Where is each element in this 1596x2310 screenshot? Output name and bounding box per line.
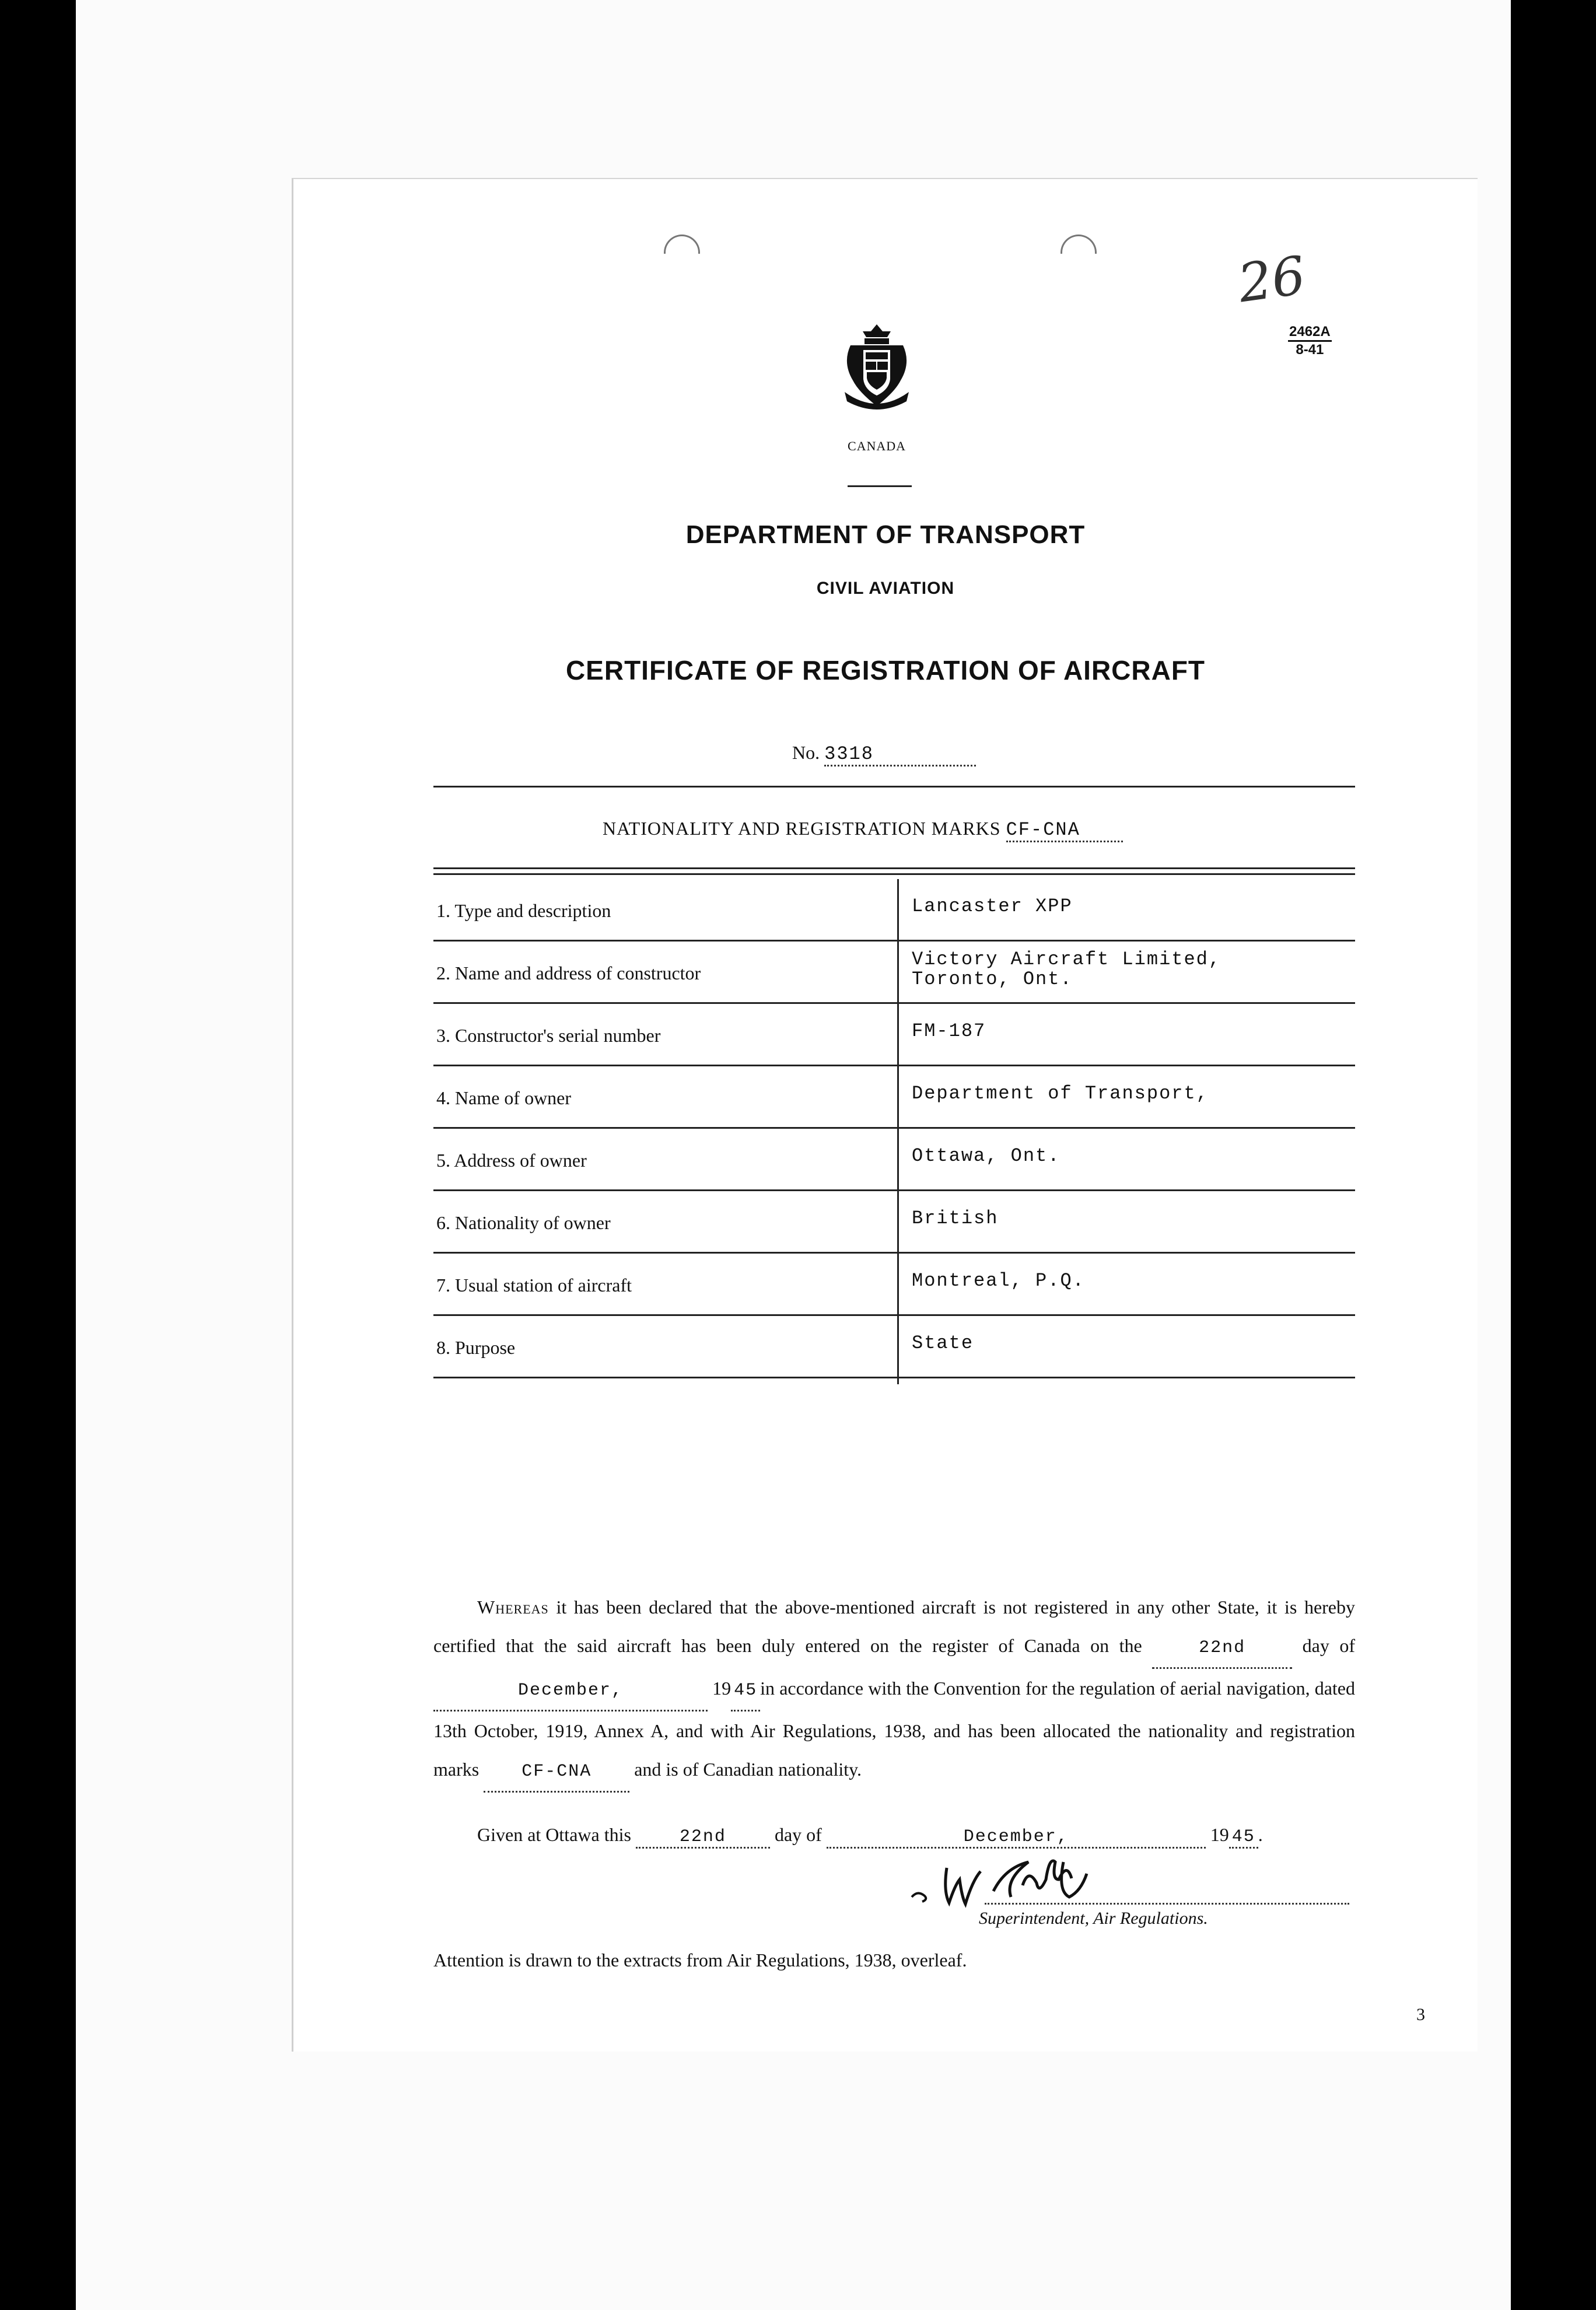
nationality-marks-label: NATIONALITY AND REGISTRATION MARKS — [603, 818, 1001, 839]
handwritten-signature — [906, 1850, 1209, 1915]
row-label: 4. Name of owner — [436, 1087, 572, 1108]
scan-border-left — [0, 0, 76, 2310]
paragraph-text: it has been declared that the above-mentioned aircraft is not registered in any other State, it is hereby certified that the said aircraft has been duly entered on the register of Canada on the — [433, 1597, 1356, 1656]
row-label: 1. Type and description — [436, 900, 611, 921]
given-at-line — [477, 1824, 1263, 1849]
divider — [433, 786, 1355, 788]
table-row — [433, 1316, 1355, 1378]
given-month: December, — [827, 1827, 1206, 1849]
form-code-number: 2462A — [1288, 324, 1332, 342]
certificate-title: CERTIFICATE OF REGISTRATION OF AIRCRAFT — [565, 655, 1206, 685]
nationality-marks-value: CF-CNA — [1006, 819, 1123, 842]
row-label: 5. Address of owner — [436, 1150, 587, 1171]
row-value: Lancaster XPP — [912, 895, 1073, 917]
register-day: 22nd — [1152, 1629, 1292, 1669]
row-label: 7. Usual station of aircraft — [436, 1275, 632, 1296]
attention-note: Attention is drawn to the extracts from Air Regulations, 1938, overleaf. — [433, 1950, 967, 1971]
department-heading: DEPARTMENT OF TRANSPORT — [685, 520, 1086, 549]
given-end: . — [1258, 1824, 1263, 1845]
certificate-number — [792, 742, 976, 766]
table-row — [433, 1004, 1355, 1066]
row-value: Victory Aircraft Limited, Toronto, Ont. — [912, 949, 1222, 990]
divider — [433, 873, 1355, 875]
whereas-word: Whereas — [477, 1597, 549, 1618]
pencil-note: 26 — [1234, 244, 1310, 315]
paragraph-text: day of — [1302, 1635, 1356, 1656]
row-value: Ottawa, Ont. — [912, 1145, 1060, 1167]
row-value: British — [912, 1208, 999, 1229]
form-code — [1288, 324, 1332, 358]
signature-line — [985, 1903, 1349, 1905]
row-value: State — [912, 1332, 974, 1354]
given-day: 22nd — [636, 1827, 770, 1849]
nationality-marks — [603, 818, 1123, 842]
table-row — [433, 942, 1355, 1004]
row-value: Montreal, P.Q. — [912, 1270, 1085, 1292]
registration-marks-value: CF-CNA — [484, 1752, 629, 1793]
table-row — [433, 1191, 1355, 1254]
paragraph-text: and is of Canadian nationality. — [634, 1759, 862, 1780]
row-label: 8. Purpose — [436, 1337, 516, 1358]
table-row — [433, 1254, 1355, 1316]
punch-hole — [664, 235, 700, 254]
certification-paragraph — [433, 1588, 1355, 1793]
certificate-number-value: 3318 — [824, 743, 976, 766]
given-day-of: day of — [774, 1824, 822, 1845]
corner-mark: 3 — [1416, 2005, 1425, 2024]
paragraph-text: in accordance with the Convention for the regulation of aerial navigation, dated 13th October, 1919, Annex A, and with Air Regulations, 1938, and has been allocated the nationality and registration marks — [433, 1678, 1356, 1780]
signatory-title: Superintendent, Air Regulations. — [979, 1909, 1208, 1928]
table-row — [433, 1066, 1355, 1129]
division-heading: CIVIL AVIATION — [816, 579, 955, 598]
form-code-date: 8-41 — [1296, 342, 1324, 358]
register-year: 45 — [731, 1671, 760, 1712]
canada-crest-icon — [839, 322, 915, 410]
row-label: 3. Constructor's serial number — [436, 1025, 661, 1046]
certificate-number-label: No. — [792, 742, 820, 763]
table-row — [433, 1129, 1355, 1191]
year-prefix: 19 — [712, 1678, 732, 1699]
register-month: December, — [433, 1671, 708, 1712]
row-label: 6. Nationality of owner — [436, 1212, 611, 1233]
scan-border-right — [1511, 0, 1596, 2310]
row-value: Department of Transport, — [912, 1083, 1209, 1104]
row-label: 2. Name and address of constructor — [436, 963, 701, 984]
punch-hole — [1060, 235, 1097, 254]
table-row — [433, 879, 1355, 942]
given-year-prefix: 19 — [1210, 1824, 1229, 1845]
divider — [848, 485, 912, 487]
certificate-sheet — [292, 178, 1478, 2052]
given-prefix: Given at Ottawa this — [477, 1824, 631, 1845]
given-year: 45 — [1229, 1827, 1258, 1849]
row-value: FM-187 — [912, 1020, 986, 1042]
crest-label: CANADA — [847, 439, 907, 453]
registration-details-table — [433, 879, 1355, 1378]
divider — [433, 867, 1355, 869]
